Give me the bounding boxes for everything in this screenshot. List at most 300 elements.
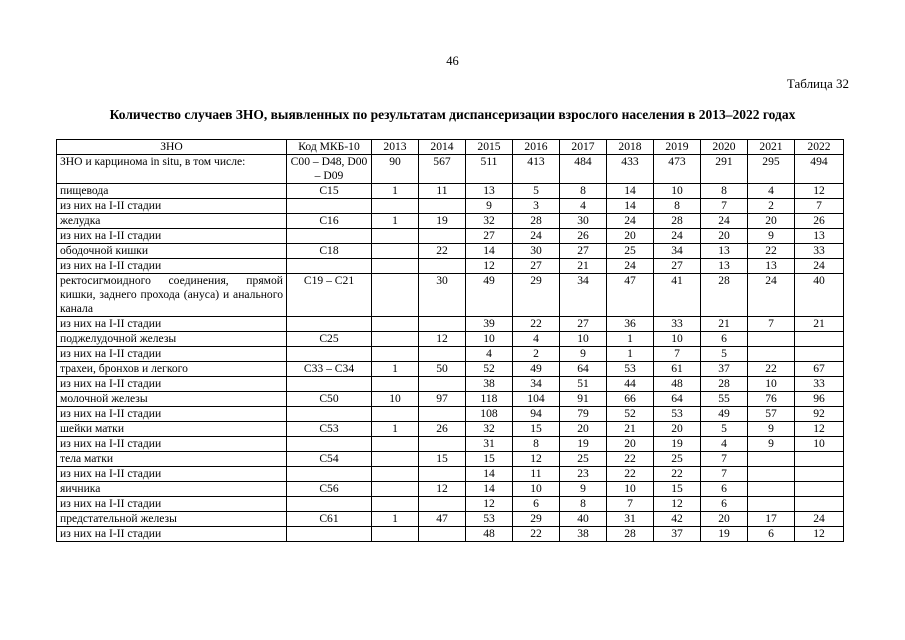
cell-count: 47 xyxy=(419,512,466,527)
cell-tumor-site: ректосигмоидного соединения, прямой кишки, заднего прохода (ануса) и анального канала xyxy=(57,274,287,317)
cell-count: 44 xyxy=(607,377,654,392)
table-row xyxy=(57,377,844,392)
header-year: 2016 xyxy=(513,140,560,155)
header-year: 2018 xyxy=(607,140,654,155)
cell-count: 53 xyxy=(654,407,701,422)
cell-count: 94 xyxy=(513,407,560,422)
cell-count: 30 xyxy=(513,244,560,259)
cell-count: 13 xyxy=(701,244,748,259)
cell-count xyxy=(372,199,419,214)
cell-tumor-site: тела матки xyxy=(57,452,287,467)
cell-count: 47 xyxy=(607,274,654,317)
cell-count: 57 xyxy=(748,407,795,422)
cell-count: 10 xyxy=(513,482,560,497)
page-number: 46 xyxy=(446,54,459,68)
cell-count xyxy=(372,407,419,422)
cell-count xyxy=(372,244,419,259)
cell-count xyxy=(795,452,844,467)
cell-count xyxy=(372,467,419,482)
cell-count: 9 xyxy=(748,422,795,437)
cell-count: 9 xyxy=(748,437,795,452)
table-row xyxy=(57,392,844,407)
cell-count: 20 xyxy=(701,229,748,244)
cell-count: 28 xyxy=(701,274,748,317)
cell-count: 4 xyxy=(513,332,560,347)
cell-icd-code xyxy=(287,229,372,244)
cell-icd-code: С15 xyxy=(287,184,372,199)
cell-tumor-site: из них на I-II стадии xyxy=(57,259,287,274)
cell-icd-code: С53 xyxy=(287,422,372,437)
cell-count xyxy=(748,452,795,467)
cell-count: 2 xyxy=(513,347,560,362)
cell-icd-code xyxy=(287,259,372,274)
header-year: 2019 xyxy=(654,140,701,155)
cell-count xyxy=(795,482,844,497)
cell-count: 42 xyxy=(654,512,701,527)
cell-count: 4 xyxy=(560,199,607,214)
cell-count: 12 xyxy=(419,332,466,347)
cell-count: 33 xyxy=(795,244,844,259)
cell-count xyxy=(372,482,419,497)
cell-count xyxy=(419,527,466,542)
cell-count: 30 xyxy=(560,214,607,229)
cell-icd-code: С16 xyxy=(287,214,372,229)
cell-count: 13 xyxy=(748,259,795,274)
cell-count: 118 xyxy=(466,392,513,407)
cell-count: 24 xyxy=(795,259,844,274)
header-year: 2022 xyxy=(795,140,844,155)
cell-count: 10 xyxy=(795,437,844,452)
cell-count xyxy=(748,482,795,497)
cell-count: 49 xyxy=(466,274,513,317)
header-year: 2017 xyxy=(560,140,607,155)
table-row xyxy=(57,155,844,184)
table-row xyxy=(57,317,844,332)
cell-count: 7 xyxy=(701,452,748,467)
cell-count: 6 xyxy=(701,332,748,347)
cell-count: 32 xyxy=(466,214,513,229)
cell-count: 6 xyxy=(701,497,748,512)
cell-count: 24 xyxy=(654,229,701,244)
cell-tumor-site: из них на I-II стадии xyxy=(57,527,287,542)
cell-count: 20 xyxy=(560,422,607,437)
cell-count: 19 xyxy=(654,437,701,452)
cell-icd-code: С56 xyxy=(287,482,372,497)
cell-count: 21 xyxy=(560,259,607,274)
cell-count: 10 xyxy=(748,377,795,392)
cell-count: 7 xyxy=(607,497,654,512)
cell-count: 14 xyxy=(466,467,513,482)
table-row xyxy=(57,512,844,527)
cell-count: 11 xyxy=(513,467,560,482)
cell-count xyxy=(419,199,466,214)
cell-count xyxy=(372,259,419,274)
cell-count: 1 xyxy=(372,362,419,377)
cell-count: 40 xyxy=(795,274,844,317)
cell-count: 104 xyxy=(513,392,560,407)
cell-count: 7 xyxy=(795,199,844,214)
cell-count: 38 xyxy=(560,527,607,542)
cell-count: 291 xyxy=(701,155,748,184)
cell-count: 12 xyxy=(513,452,560,467)
cell-count xyxy=(372,274,419,317)
cell-tumor-site: ЗНО и карцинома in situ, в том числе: xyxy=(57,155,287,184)
cell-icd-code: С50 xyxy=(287,392,372,407)
cell-count: 13 xyxy=(701,259,748,274)
cell-count: 24 xyxy=(748,274,795,317)
table-row xyxy=(57,199,844,214)
cell-count: 1 xyxy=(372,184,419,199)
cell-count xyxy=(795,497,844,512)
header-icd-code: Код МКБ-10 xyxy=(287,140,372,155)
cell-count: 90 xyxy=(372,155,419,184)
cell-count xyxy=(419,407,466,422)
cell-count: 24 xyxy=(701,214,748,229)
cell-count: 52 xyxy=(466,362,513,377)
cell-count xyxy=(748,347,795,362)
cell-count: 20 xyxy=(654,422,701,437)
cell-icd-code: С18 xyxy=(287,244,372,259)
cell-count: 12 xyxy=(795,527,844,542)
cell-count: 10 xyxy=(466,332,513,347)
cell-count: 8 xyxy=(513,437,560,452)
cell-count: 11 xyxy=(419,184,466,199)
cell-count: 6 xyxy=(701,482,748,497)
cell-tumor-site: из них на I-II стадии xyxy=(57,467,287,482)
cell-count: 5 xyxy=(701,422,748,437)
cell-count xyxy=(372,332,419,347)
cell-count: 9 xyxy=(748,229,795,244)
cell-count: 10 xyxy=(654,184,701,199)
cell-count: 567 xyxy=(419,155,466,184)
cell-count: 28 xyxy=(513,214,560,229)
cell-count: 4 xyxy=(701,437,748,452)
cell-count: 19 xyxy=(419,214,466,229)
cell-count: 413 xyxy=(513,155,560,184)
cell-icd-code xyxy=(287,199,372,214)
header-year: 2015 xyxy=(466,140,513,155)
cell-count xyxy=(748,467,795,482)
cell-tumor-site: желудка xyxy=(57,214,287,229)
cell-count: 7 xyxy=(654,347,701,362)
cell-count: 494 xyxy=(795,155,844,184)
cell-count: 20 xyxy=(607,437,654,452)
cell-count: 40 xyxy=(560,512,607,527)
cell-count: 21 xyxy=(795,317,844,332)
cell-count xyxy=(372,347,419,362)
cell-count: 7 xyxy=(701,467,748,482)
cell-count: 28 xyxy=(654,214,701,229)
cell-count xyxy=(419,317,466,332)
cell-count: 64 xyxy=(560,362,607,377)
table-row xyxy=(57,482,844,497)
cell-count xyxy=(748,497,795,512)
cell-count: 26 xyxy=(560,229,607,244)
cell-count xyxy=(372,229,419,244)
cell-count: 8 xyxy=(654,199,701,214)
cell-count: 24 xyxy=(795,512,844,527)
cell-count: 61 xyxy=(654,362,701,377)
cell-count: 48 xyxy=(466,527,513,542)
cell-count: 24 xyxy=(607,214,654,229)
cell-count: 9 xyxy=(560,347,607,362)
cell-count: 39 xyxy=(466,317,513,332)
cell-count: 76 xyxy=(748,392,795,407)
cell-tumor-site: поджелудочной железы xyxy=(57,332,287,347)
cell-count: 10 xyxy=(560,332,607,347)
cell-count: 27 xyxy=(466,229,513,244)
cell-count: 22 xyxy=(419,244,466,259)
cell-icd-code xyxy=(287,437,372,452)
cell-count: 49 xyxy=(513,362,560,377)
cell-count: 15 xyxy=(513,422,560,437)
data-table xyxy=(56,139,844,542)
cell-count: 12 xyxy=(654,497,701,512)
cell-count: 29 xyxy=(513,512,560,527)
cell-count: 12 xyxy=(419,482,466,497)
cell-count: 9 xyxy=(466,199,513,214)
cell-count: 25 xyxy=(560,452,607,467)
table-row xyxy=(57,332,844,347)
cell-count: 13 xyxy=(795,229,844,244)
cell-count: 19 xyxy=(701,527,748,542)
cell-icd-code: С61 xyxy=(287,512,372,527)
cell-count: 511 xyxy=(466,155,513,184)
table-row xyxy=(57,347,844,362)
cell-count: 8 xyxy=(701,184,748,199)
cell-count: 37 xyxy=(701,362,748,377)
cell-icd-code xyxy=(287,377,372,392)
cell-count: 28 xyxy=(701,377,748,392)
cell-count: 31 xyxy=(466,437,513,452)
cell-count: 19 xyxy=(560,437,607,452)
cell-count xyxy=(419,347,466,362)
cell-count: 108 xyxy=(466,407,513,422)
table-row xyxy=(57,527,844,542)
cell-count: 22 xyxy=(654,467,701,482)
cell-count xyxy=(372,452,419,467)
cell-count: 25 xyxy=(607,244,654,259)
cell-count: 4 xyxy=(466,347,513,362)
cell-count: 1 xyxy=(372,422,419,437)
table-row xyxy=(57,259,844,274)
cell-count: 27 xyxy=(513,259,560,274)
cell-count: 13 xyxy=(466,184,513,199)
cell-count xyxy=(795,332,844,347)
cell-icd-code xyxy=(287,527,372,542)
cell-count: 26 xyxy=(419,422,466,437)
cell-count xyxy=(748,332,795,347)
cell-count: 22 xyxy=(513,527,560,542)
cell-icd-code xyxy=(287,497,372,512)
cell-count: 49 xyxy=(701,407,748,422)
table-label: Таблица 32 xyxy=(786,76,849,91)
cell-count: 1 xyxy=(372,512,419,527)
cell-count: 66 xyxy=(607,392,654,407)
cell-count: 14 xyxy=(466,244,513,259)
cell-count: 26 xyxy=(795,214,844,229)
header-year: 2020 xyxy=(701,140,748,155)
table-row xyxy=(57,214,844,229)
cell-count: 15 xyxy=(654,482,701,497)
cell-count: 15 xyxy=(419,452,466,467)
cell-count: 6 xyxy=(748,527,795,542)
cell-count: 22 xyxy=(607,452,654,467)
cell-count: 48 xyxy=(654,377,701,392)
cell-count: 96 xyxy=(795,392,844,407)
cell-count: 25 xyxy=(654,452,701,467)
cell-count: 38 xyxy=(466,377,513,392)
cell-count xyxy=(372,497,419,512)
cell-count xyxy=(419,497,466,512)
cell-count: 22 xyxy=(748,362,795,377)
cell-icd-code xyxy=(287,347,372,362)
cell-tumor-site: из них на I-II стадии xyxy=(57,437,287,452)
cell-count: 14 xyxy=(607,184,654,199)
cell-tumor-site: трахеи, бронхов и легкого xyxy=(57,362,287,377)
cell-count: 79 xyxy=(560,407,607,422)
cell-count: 67 xyxy=(795,362,844,377)
cell-count xyxy=(372,377,419,392)
cell-tumor-site: из них на I-II стадии xyxy=(57,407,287,422)
cell-count: 2 xyxy=(748,199,795,214)
cell-tumor-site: молочной железы xyxy=(57,392,287,407)
cell-count xyxy=(795,347,844,362)
table-row xyxy=(57,407,844,422)
cell-count: 12 xyxy=(795,184,844,199)
cell-count: 41 xyxy=(654,274,701,317)
cell-count: 22 xyxy=(607,467,654,482)
cell-icd-code: С00 – D48, D00 – D09 xyxy=(287,155,372,184)
cell-icd-code: С54 xyxy=(287,452,372,467)
cell-count: 55 xyxy=(701,392,748,407)
cell-count: 29 xyxy=(513,274,560,317)
cell-icd-code: С19 – С21 xyxy=(287,274,372,317)
cell-tumor-site: из них на I-II стадии xyxy=(57,199,287,214)
cell-count: 12 xyxy=(795,422,844,437)
header-year: 2014 xyxy=(419,140,466,155)
cell-count: 295 xyxy=(748,155,795,184)
cell-count: 15 xyxy=(466,452,513,467)
cell-count xyxy=(419,229,466,244)
cell-count: 12 xyxy=(466,497,513,512)
table-row xyxy=(57,452,844,467)
cell-count: 21 xyxy=(607,422,654,437)
cell-icd-code xyxy=(287,407,372,422)
cell-tumor-site: яичника xyxy=(57,482,287,497)
cell-count: 6 xyxy=(513,497,560,512)
table-row xyxy=(57,229,844,244)
cell-tumor-site: предстательной железы xyxy=(57,512,287,527)
cell-count: 7 xyxy=(748,317,795,332)
cell-count: 7 xyxy=(701,199,748,214)
cell-count: 30 xyxy=(419,274,466,317)
cell-count: 10 xyxy=(654,332,701,347)
cell-count: 21 xyxy=(701,317,748,332)
table-row xyxy=(57,497,844,512)
cell-tumor-site: из них на I-II стадии xyxy=(57,347,287,362)
cell-count: 22 xyxy=(513,317,560,332)
cell-tumor-site: ободочной кишки xyxy=(57,244,287,259)
cell-count: 27 xyxy=(560,317,607,332)
cell-count: 27 xyxy=(654,259,701,274)
cell-count: 33 xyxy=(654,317,701,332)
cell-count: 97 xyxy=(419,392,466,407)
cell-count: 34 xyxy=(654,244,701,259)
table-header-row xyxy=(57,140,844,155)
cell-count: 53 xyxy=(607,362,654,377)
cell-count: 31 xyxy=(607,512,654,527)
header-year: 2021 xyxy=(748,140,795,155)
cell-count: 24 xyxy=(607,259,654,274)
cell-count: 20 xyxy=(748,214,795,229)
cell-count: 3 xyxy=(513,199,560,214)
cell-count xyxy=(372,317,419,332)
cell-count: 12 xyxy=(466,259,513,274)
cell-count: 27 xyxy=(560,244,607,259)
cell-count xyxy=(419,467,466,482)
table-row xyxy=(57,244,844,259)
cell-count: 20 xyxy=(607,229,654,244)
table-row xyxy=(57,467,844,482)
cell-count: 14 xyxy=(466,482,513,497)
cell-count: 8 xyxy=(560,184,607,199)
cell-count: 52 xyxy=(607,407,654,422)
cell-count xyxy=(372,527,419,542)
cell-tumor-site: из них на I-II стадии xyxy=(57,229,287,244)
cell-count: 34 xyxy=(560,274,607,317)
cell-tumor-site: из них на I-II стадии xyxy=(57,317,287,332)
cell-icd-code xyxy=(287,317,372,332)
cell-tumor-site: из них на I-II стадии xyxy=(57,377,287,392)
cell-icd-code xyxy=(287,467,372,482)
table-row xyxy=(57,274,844,317)
table-row xyxy=(57,437,844,452)
cell-count xyxy=(419,377,466,392)
cell-count: 9 xyxy=(560,482,607,497)
cell-tumor-site: шейки матки xyxy=(57,422,287,437)
cell-count: 37 xyxy=(654,527,701,542)
cell-count: 22 xyxy=(748,244,795,259)
cell-count: 4 xyxy=(748,184,795,199)
cell-count: 10 xyxy=(607,482,654,497)
cell-count xyxy=(419,259,466,274)
cell-count: 23 xyxy=(560,467,607,482)
cell-count: 8 xyxy=(560,497,607,512)
cell-count: 14 xyxy=(607,199,654,214)
cell-count: 32 xyxy=(466,422,513,437)
cell-count xyxy=(795,467,844,482)
cell-count: 1 xyxy=(607,332,654,347)
cell-count: 5 xyxy=(513,184,560,199)
cell-count: 92 xyxy=(795,407,844,422)
header-tumor: ЗНО xyxy=(57,140,287,155)
cell-count: 91 xyxy=(560,392,607,407)
table-row xyxy=(57,422,844,437)
cell-count: 433 xyxy=(607,155,654,184)
cell-count: 20 xyxy=(701,512,748,527)
cell-count: 28 xyxy=(607,527,654,542)
cell-count xyxy=(372,437,419,452)
cell-icd-code: С33 – С34 xyxy=(287,362,372,377)
cell-count: 5 xyxy=(701,347,748,362)
cell-count: 473 xyxy=(654,155,701,184)
cell-count: 33 xyxy=(795,377,844,392)
cell-count: 50 xyxy=(419,362,466,377)
cell-count: 64 xyxy=(654,392,701,407)
cell-count: 1 xyxy=(372,214,419,229)
cell-count: 484 xyxy=(560,155,607,184)
